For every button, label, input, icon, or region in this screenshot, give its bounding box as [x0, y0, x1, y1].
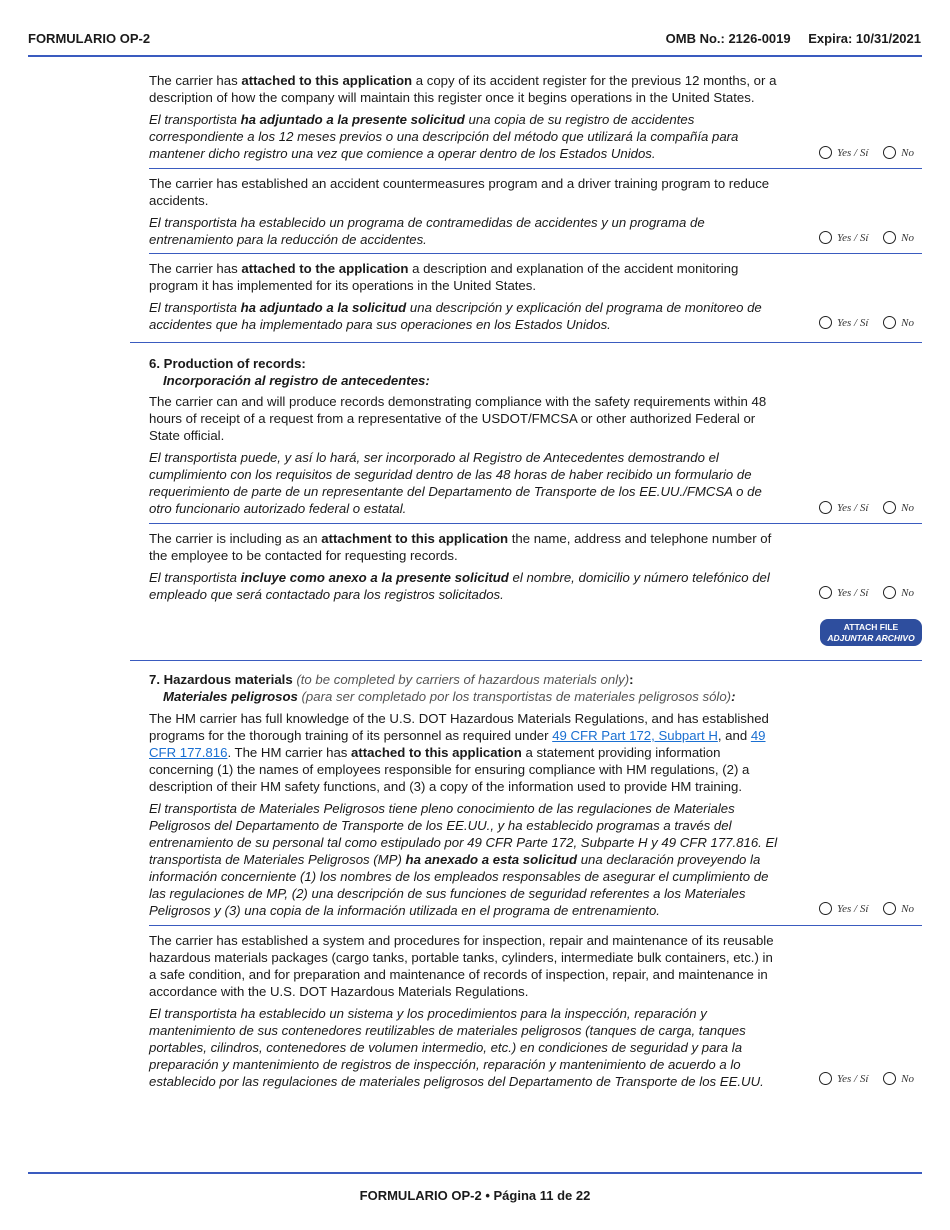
item-divider [149, 523, 922, 524]
attach-file-button[interactable]: ATTACH FILE ADJUNTAR ARCHIVO [820, 619, 922, 646]
radio-circle-icon [819, 231, 832, 244]
item-text-en: The carrier has attached to this application a copy of its accident register for the previous 12 months, or a description of how the company will maintain this register once it begins operations in the United States. [149, 73, 777, 105]
section-divider [130, 660, 922, 661]
countermeasures-item [149, 175, 779, 248]
yes-radio[interactable]: Yes / Sí [819, 1072, 868, 1085]
form-name: FORMULARIO OP-2 [28, 31, 151, 46]
omb-info [666, 31, 921, 46]
cfr-177-816-link[interactable]: 49 CFR 177.816 [149, 728, 766, 760]
item-divider [149, 253, 922, 254]
radio-circle-icon [819, 501, 832, 514]
page-footer: FORMULARIO OP-2 • Página 11 de 22 [359, 1188, 591, 1203]
item-text-es: El transportista ha establecido un programa de contramedidas de accidentes y un programa de entrenamiento para la reducción de accidentes. [149, 215, 705, 247]
item-divider [149, 925, 922, 926]
no-radio[interactable]: No [883, 231, 914, 244]
item-text-es: El transportista ha adjuntado a la solicitud una descripción y explicación del programa de monitoreo de accidentes que ha implementado para sus operaciones en los Estados Unidos. [149, 300, 762, 332]
item-text-en: The carrier has attached to the application a description and explanation of the accident monitoring program it has implemented for its operations in the United States. [149, 261, 739, 293]
radio-circle-icon [883, 902, 896, 915]
countermeasures-answer [819, 231, 914, 247]
radio-circle-icon [883, 231, 896, 244]
item-text-en: The HM carrier has full knowledge of the U.S. DOT Hazardous Materials Regulations, and has established programs for the thorough training of its personnel as required under 49 CFR Part 172, Subpart H, and 49 CFR 177.816. The HM carrier has attached to this application a statement providing information concerning (1) the names of employees responsible for ensuring compliance with HM regulations, (2) a description of their HM safety functions, and (3) a copy of the information used to provide HM training. [149, 711, 769, 794]
item-text-es: El transportista incluye como anexo a la presente solicitud el nombre, domicilio y número telefónico del empleado que será contactado para los registros solicitados. [149, 570, 770, 602]
radio-circle-icon [883, 1072, 896, 1085]
yes-radio[interactable]: Yes / Sí [819, 146, 868, 159]
no-radio[interactable]: No [883, 902, 914, 915]
accident-monitoring-answer [819, 316, 914, 332]
section-7-title: 7. Hazardous materials (to be completed by carriers of hazardous materials only): Materiales peligrosos (para ser completado por los transportistas de materiales peligrosos sólo): [149, 672, 736, 704]
item-text-en: The carrier can and will produce records demonstrating compliance with the safety requirements within 48 hours of receipt of a request from a representative of the USDOT/FMCSA or other authorized Federal or State official. [149, 394, 767, 443]
header-rule [28, 55, 922, 57]
item-text-es: El transportista de Materiales Peligrosos tiene pleno conocimiento de las regulaciones de Materiales Peligrosos del Departamento de Transporte de los EE.UU., y ha establecido programas a través del entrenamiento de su personal tal como estipulado por 49 CFR Parte 172, Subparte H y 49 CFR 177.816. El transportista de Materiales Peligrosos (MP) ha anexado a esta solicitud una declaración proveyendo la información concerniente (1) los nombres de los empleados responsables de asegurar el cumplimiento de las regulaciones de MP, (2) una descripción de sus funciones de seguridad referentes a los Materiales Peligrosos y (3) una copia de la información utilizada en el programa de entrenamiento. [149, 801, 778, 918]
radio-circle-icon [819, 586, 832, 599]
cfr-172-link[interactable]: 49 CFR Part 172, Subpart H [552, 728, 718, 743]
radio-circle-icon [819, 146, 832, 159]
produce-records-item [149, 393, 779, 517]
radio-circle-icon [819, 902, 832, 915]
hm-packages-item [149, 932, 779, 1090]
produce-records-answer [819, 501, 914, 517]
no-radio[interactable]: No [883, 586, 914, 599]
yes-radio[interactable]: Yes / Sí [819, 316, 868, 329]
radio-circle-icon [883, 501, 896, 514]
item-text-en: The carrier has established an accident countermeasures program and a driver training program to reduce accidents. [149, 176, 770, 208]
radio-circle-icon [883, 146, 896, 159]
records-contact-item [149, 530, 779, 603]
records-contact-answer [819, 586, 914, 602]
radio-circle-icon [883, 586, 896, 599]
accident-monitoring-item [149, 260, 779, 333]
item-text-en: The carrier has established a system and procedures for inspection, repair and maintenance of its reusable hazardous materials packages (cargo tanks, portable tanks, cylinders, intermediate bulk containers, etc.) in a safe condition, and for preparation and maintenance of records of inspection, repair, and maintenance in accordance with the U.S. DOT Hazardous Materials Regulations. [149, 933, 774, 999]
section-6-title: 6. Production of records: Incorporación al registro de antecedentes: [149, 356, 430, 388]
item-text-es: El transportista puede, y así lo hará, ser incorporado al Registro de Antecedentes demostrando el cumplimiento con los requisitos de seguridad dentro de las 48 horas de haber recibido un formulario de requerimiento de parte de un representante del Departamento de Transporte de los EE.UU./FMCSA o de otro funcionario autorizado federal o estatal. [149, 450, 762, 516]
no-radio[interactable]: No [883, 316, 914, 329]
no-radio[interactable]: No [883, 146, 914, 159]
hm-packages-answer [819, 1072, 914, 1088]
no-radio[interactable]: No [883, 501, 914, 514]
yes-radio[interactable]: Yes / Sí [819, 902, 868, 915]
hm-training-answer [819, 902, 914, 918]
item-text-es: El transportista ha adjuntado a la presente solicitud una copia de su registro de accidentes correspondiente a los 12 meses previos o una descripción del método que utilizará la compañía para mantener dicho registro una vez que comience a operar dentro de los Estados Unidos. [149, 112, 739, 161]
yes-radio[interactable]: Yes / Sí [819, 586, 868, 599]
accident-register-answer [819, 146, 914, 162]
item-text-es: El transportista ha establecido un sistema y los procedimientos para la inspección, reparación y mantenimiento de sus contenedores reutilizables de materiales peligrosos (tanques de carga, tanques portables, cilindros, contenedores de volumen intermedio, etc.) en condiciones de seguridad y para la preparación y mantenimiento de registros de inspección, reparación y mantenimiento de acuerdo a lo establecido por las regulaciones de materiales peligrosos del Departamento de Transporte de los EE.UU. [149, 1006, 764, 1089]
accident-register-item [149, 72, 779, 162]
item-divider [149, 168, 922, 169]
radio-circle-icon [819, 316, 832, 329]
section-divider [130, 342, 922, 343]
expiration-date: Expira: 10/31/2021 [808, 31, 921, 46]
item-text-en: The carrier is including as an attachment to this application the name, address and telephone number of the employee to be contacted for requesting records. [149, 531, 772, 563]
yes-radio[interactable]: Yes / Sí [819, 501, 868, 514]
radio-circle-icon [883, 316, 896, 329]
footer-rule [28, 1172, 922, 1174]
radio-circle-icon [819, 1072, 832, 1085]
omb-number: OMB No.: 2126-0019 [665, 31, 791, 46]
hm-training-item [149, 710, 779, 919]
no-radio[interactable]: No [883, 1072, 914, 1085]
yes-radio[interactable]: Yes / Sí [819, 231, 868, 244]
